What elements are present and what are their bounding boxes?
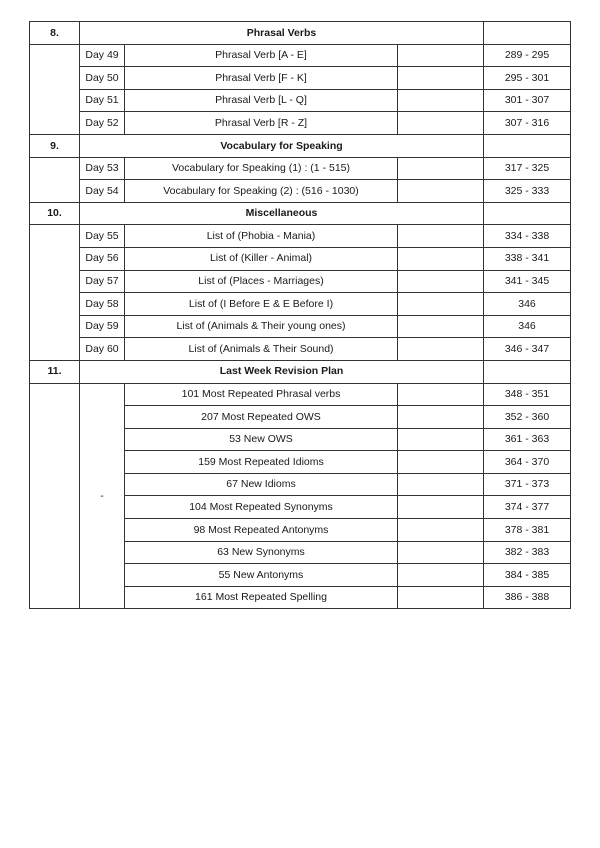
topic-cell: 161 Most Repeated Spelling xyxy=(125,586,398,609)
pages-cell: 301 - 307 xyxy=(484,89,571,112)
table-row xyxy=(30,338,571,361)
topic-cell: List of (Animals & Their young ones) xyxy=(125,315,398,338)
pages-cell: 289 - 295 xyxy=(484,44,571,67)
day-cell: Day 60 xyxy=(80,338,125,361)
topic-cell: 67 New Idioms xyxy=(125,473,398,496)
pages-cell: 334 - 338 xyxy=(484,225,571,248)
day-cell: Day 56 xyxy=(80,247,125,270)
topic-cell: List of (Places - Marriages) xyxy=(125,270,398,293)
section-header-row xyxy=(30,360,571,383)
pages-cell: 378 - 381 xyxy=(484,519,571,542)
table-row xyxy=(30,247,571,270)
contents-table xyxy=(29,21,571,609)
section-title: Vocabulary for Speaking xyxy=(80,134,484,157)
blank-cell xyxy=(398,157,484,180)
table-row xyxy=(30,44,571,67)
topic-cell: List of (Killer - Animal) xyxy=(125,247,398,270)
pages-cell: 295 - 301 xyxy=(484,67,571,90)
pages-cell: 386 - 388 xyxy=(484,586,571,609)
section-title: Last Week Revision Plan xyxy=(80,360,484,383)
pages-cell: 325 - 333 xyxy=(484,180,571,203)
pages-cell: 346 xyxy=(484,315,571,338)
section-number-spacer xyxy=(30,44,80,134)
topic-cell: Vocabulary for Speaking (2) : (516 - 1030) xyxy=(125,180,398,203)
blank-cell xyxy=(398,180,484,203)
blank-cell xyxy=(398,112,484,135)
table-row xyxy=(30,225,571,248)
blank-cell xyxy=(398,315,484,338)
pages-cell: 371 - 373 xyxy=(484,473,571,496)
table-row xyxy=(30,383,571,406)
blank-cell xyxy=(398,586,484,609)
section-number: 9. xyxy=(30,134,80,157)
section-header-row xyxy=(30,22,571,45)
pages-cell: 307 - 316 xyxy=(484,112,571,135)
pages-cell: 338 - 341 xyxy=(484,247,571,270)
section-header-row xyxy=(30,202,571,225)
section-title: Phrasal Verbs xyxy=(80,22,484,45)
section-number-spacer xyxy=(30,157,80,202)
section-number: 8. xyxy=(30,22,80,45)
topic-cell: 159 Most Repeated Idioms xyxy=(125,451,398,474)
topic-cell: Phrasal Verb [L - Q] xyxy=(125,89,398,112)
blank-cell xyxy=(398,247,484,270)
blank-cell xyxy=(398,67,484,90)
blank-cell xyxy=(398,406,484,429)
table-row xyxy=(30,157,571,180)
blank-cell xyxy=(398,473,484,496)
section-pages-blank xyxy=(484,202,571,225)
pages-cell: 341 - 345 xyxy=(484,270,571,293)
blank-cell xyxy=(398,519,484,542)
topic-cell: Phrasal Verb [R - Z] xyxy=(125,112,398,135)
topic-cell: Vocabulary for Speaking (1) : (1 - 515) xyxy=(125,157,398,180)
blank-cell xyxy=(398,338,484,361)
table-row xyxy=(30,180,571,203)
pages-cell: 348 - 351 xyxy=(484,383,571,406)
blank-cell xyxy=(398,225,484,248)
pages-cell: 346 xyxy=(484,293,571,316)
section-pages-blank xyxy=(484,360,571,383)
table-row xyxy=(30,293,571,316)
topic-cell: 53 New OWS xyxy=(125,428,398,451)
topic-cell: Phrasal Verb [F - K] xyxy=(125,67,398,90)
section-title: Miscellaneous xyxy=(80,202,484,225)
blank-cell xyxy=(398,428,484,451)
topic-cell: List of (Phobia - Mania) xyxy=(125,225,398,248)
blank-cell xyxy=(398,270,484,293)
day-cell: Day 58 xyxy=(80,293,125,316)
topic-cell: List of (I Before E & E Before I) xyxy=(125,293,398,316)
table-row xyxy=(30,270,571,293)
blank-cell xyxy=(398,541,484,564)
section-number-spacer xyxy=(30,383,80,609)
pages-cell: 352 - 360 xyxy=(484,406,571,429)
day-cell: Day 54 xyxy=(80,180,125,203)
topic-cell: List of (Animals & Their Sound) xyxy=(125,338,398,361)
topic-cell: 104 Most Repeated Synonyms xyxy=(125,496,398,519)
topic-cell: 98 Most Repeated Antonyms xyxy=(125,519,398,542)
table-row xyxy=(30,89,571,112)
section-number-spacer xyxy=(30,225,80,361)
pages-cell: 361 - 363 xyxy=(484,428,571,451)
day-cell: Day 59 xyxy=(80,315,125,338)
section-number: 11. xyxy=(30,360,80,383)
section-pages-blank xyxy=(484,134,571,157)
blank-cell xyxy=(398,293,484,316)
topic-cell: 101 Most Repeated Phrasal verbs xyxy=(125,383,398,406)
day-cell: Day 57 xyxy=(80,270,125,293)
section-number: 10. xyxy=(30,202,80,225)
blank-cell xyxy=(398,451,484,474)
day-cell: Day 53 xyxy=(80,157,125,180)
blank-cell xyxy=(398,383,484,406)
day-cell: Day 51 xyxy=(80,89,125,112)
day-placeholder-cell: - xyxy=(80,383,125,609)
pages-cell: 384 - 385 xyxy=(484,564,571,587)
pages-cell: 364 - 370 xyxy=(484,451,571,474)
day-cell: Day 49 xyxy=(80,44,125,67)
pages-cell: 346 - 347 xyxy=(484,338,571,361)
blank-cell xyxy=(398,564,484,587)
blank-cell xyxy=(398,44,484,67)
day-cell: Day 52 xyxy=(80,112,125,135)
table-row xyxy=(30,67,571,90)
pages-cell: 374 - 377 xyxy=(484,496,571,519)
blank-cell xyxy=(398,89,484,112)
table-row xyxy=(30,315,571,338)
section-header-row xyxy=(30,134,571,157)
section-pages-blank xyxy=(484,22,571,45)
pages-cell: 317 - 325 xyxy=(484,157,571,180)
topic-cell: 55 New Antonyms xyxy=(125,564,398,587)
day-cell: Day 55 xyxy=(80,225,125,248)
topic-cell: Phrasal Verb [A - E] xyxy=(125,44,398,67)
topic-cell: 63 New Synonyms xyxy=(125,541,398,564)
blank-cell xyxy=(398,496,484,519)
table-row xyxy=(30,112,571,135)
topic-cell: 207 Most Repeated OWS xyxy=(125,406,398,429)
day-cell: Day 50 xyxy=(80,67,125,90)
pages-cell: 382 - 383 xyxy=(484,541,571,564)
